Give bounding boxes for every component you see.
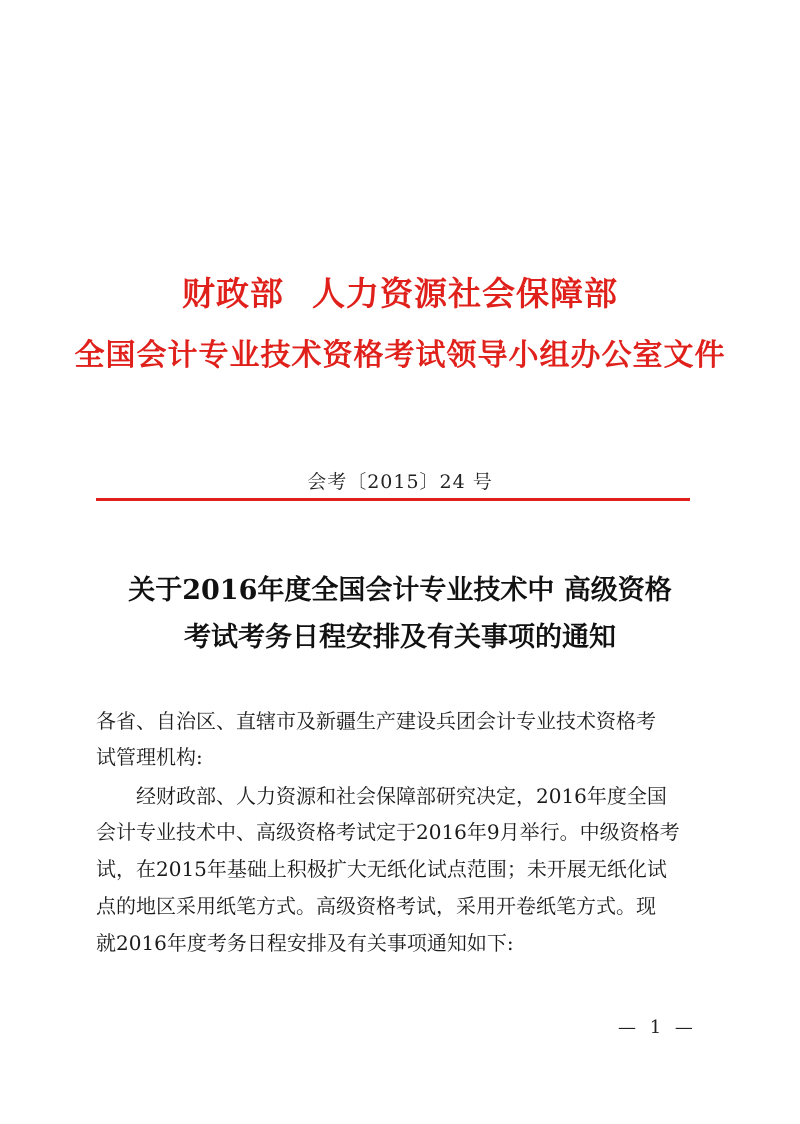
issuer-header-line-1 xyxy=(0,268,800,315)
issuer-ministry-of-hr: 人力资源社会保障部 xyxy=(312,274,618,313)
body-line: 点的地区采用纸笔方式。高级资格考试，采用开卷纸笔方式。现 xyxy=(96,894,656,918)
notice-title-line-2: 考试考务日程安排及有关事项的通知 xyxy=(184,622,616,653)
document-number: 会考〔2015〕24 号 xyxy=(307,471,493,493)
body-line: 试，在2015年基础上积极扩大无纸化试点范围；未开展无纸化试 xyxy=(96,857,667,881)
issuer-ministry-of-finance: 财政部 xyxy=(182,274,284,313)
body-line: 会计专业技术中、高级资格考试定于2016年9月举行。中级资格考 xyxy=(96,820,680,844)
issuer-header-line-2: 全国会计专业技术资格考试领导小组办公室文件 xyxy=(74,338,726,373)
notice-title-line-1: 关于2016年度全国会计专业技术中 高级资格 xyxy=(128,575,672,606)
body-line: 各省、自治区、直辖市及新疆生产建设兵团会计专业技术资格考 xyxy=(96,709,656,733)
page-number: — 1 — xyxy=(618,1017,697,1038)
body-line: 就2016年度考务日程安排及有关事项通知如下: xyxy=(96,931,514,955)
red-divider-rule xyxy=(96,498,690,501)
body-line: 试管理机构: xyxy=(96,745,203,769)
body-line: 经财政部、人力资源和社会保障部研究决定，2016年度全国 xyxy=(136,784,667,808)
